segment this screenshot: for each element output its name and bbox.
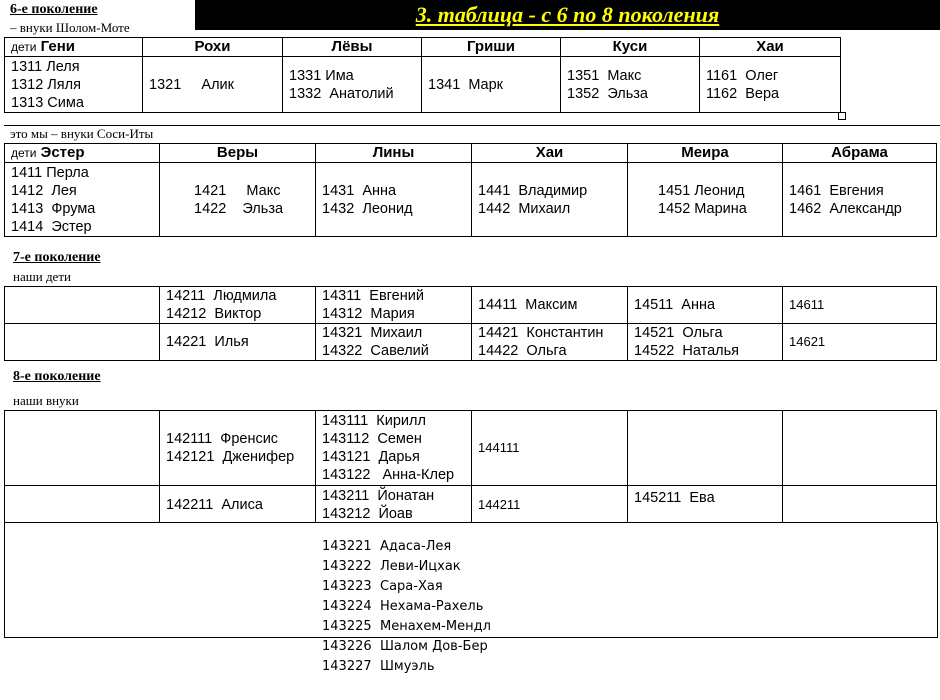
- table-header-row: [5, 144, 937, 163]
- table-cell: 144111: [472, 411, 628, 486]
- document-title-banner: [195, 0, 940, 30]
- table-cell: 1411 Перла 1412 Лея 1413 Фрума 1414 Эстер: [5, 163, 160, 237]
- gen6-table-sholom-mote: [4, 37, 841, 113]
- table-row: [5, 287, 937, 324]
- table-row: [5, 163, 937, 237]
- gen7-title: 7-е поколение: [13, 250, 101, 265]
- table-cell: [5, 287, 160, 324]
- table-cell: [783, 411, 937, 486]
- gen7-table: [4, 286, 937, 361]
- table-header-row: [5, 38, 841, 57]
- header-cell: Гриши: [422, 38, 561, 57]
- table-cell: 1341 Марк: [422, 57, 561, 113]
- header-cell: Рохи: [143, 38, 283, 57]
- table-cell: 1451 Леонид 1452 Марина: [628, 163, 783, 237]
- header-cell: Куси: [561, 38, 700, 57]
- table-cell: 144211: [472, 486, 628, 524]
- table-cell: 143111 Кирилл 143112 Семен 143121 Дарья 143122 Анна-Клер: [316, 411, 472, 486]
- table-row: [5, 486, 937, 524]
- table-cell: 14221 Илья: [160, 324, 316, 361]
- header-cell: Абрама: [783, 144, 937, 163]
- table-cell: 14321 Михаил 14322 Савелий: [316, 324, 472, 361]
- table-cell: 14621: [783, 324, 937, 361]
- table-cell: 142211 Алиса: [160, 486, 316, 524]
- gen6-table-sosi-ita: [4, 143, 937, 237]
- gen6-subtitle-2: это мы – внуки Соси-Иты: [10, 126, 154, 141]
- gen8-subtitle: наши внуки: [13, 393, 79, 408]
- table-cell: 145211 Ева: [628, 486, 783, 524]
- table-cell: 1431 Анна 1432 Леонид: [316, 163, 472, 237]
- header-cell: Хаи: [472, 144, 628, 163]
- gen8-table: [4, 410, 937, 524]
- header-cell: Меира: [628, 144, 783, 163]
- table-cell: [5, 411, 160, 486]
- table-row: [5, 324, 937, 361]
- table-cell: 14511 Анна: [628, 287, 783, 324]
- header-cell: Лины: [316, 144, 472, 163]
- table-row: [5, 57, 841, 113]
- document-title: 3. таблица - с 6 по 8 поколения: [415, 2, 720, 27]
- table-cell: 1461 Евгения 1462 Александр: [783, 163, 937, 237]
- table-cell: 14611: [783, 287, 937, 324]
- header-cell: дети Гени: [5, 38, 143, 57]
- header-cell: Лёвы: [283, 38, 422, 57]
- table-cell: 143211 Йонатан 143212 Йоав: [316, 486, 472, 524]
- header-cell: Веры: [160, 144, 316, 163]
- list-item: 143226 Шалом Дов-Бер: [322, 639, 488, 654]
- list-item: 143222 Леви-Ицхак: [322, 559, 461, 574]
- gen6-title: 6-е поколение: [10, 2, 98, 17]
- table-cell: 14421 Константин 14422 Ольга: [472, 324, 628, 361]
- gen7-subtitle: наши дети: [13, 269, 71, 284]
- list-item: 143224 Нехама-Рахель: [322, 599, 484, 614]
- table-cell: 1351 Макс 1352 Эльза: [561, 57, 700, 113]
- table-cell: 1441 Владимир 1442 Михаил: [472, 163, 628, 237]
- table-cell: 1321 Алик: [143, 57, 283, 113]
- table-cell: 1161 Олег 1162 Вера: [700, 57, 841, 113]
- list-item: 143221 Адаса-Лея: [322, 539, 452, 554]
- list-item: 143223 Сара-Хая: [322, 579, 443, 594]
- table-cell: 142111 Френсис 142121 Дженифер: [160, 411, 316, 486]
- gen8-title: 8-е поколение: [13, 369, 101, 384]
- header-cell: дети Эстер: [5, 144, 160, 163]
- table-cell: 14311 Евгений 14312 Мария: [316, 287, 472, 324]
- table-cell: 1331 Има 1332 Анатолий: [283, 57, 422, 113]
- resize-handle[interactable]: [838, 112, 846, 120]
- table-cell: 14521 Ольга 14522 Наталья: [628, 324, 783, 361]
- table-cell: [628, 411, 783, 486]
- table-cell: 1311 Леля 1312 Ляля 1313 Сима: [5, 57, 143, 113]
- list-item: 143225 Менахем-Мендл: [322, 619, 491, 634]
- list-item: 143227 Шмуэль: [322, 659, 435, 674]
- table-cell: 1421 Макс 1422 Эльза: [160, 163, 316, 237]
- table-cell: [783, 486, 937, 524]
- table-cell: [5, 324, 160, 361]
- table-row: [5, 411, 937, 486]
- grandchildren-list: [322, 537, 491, 677]
- table-cell: 14211 Людмила 14212 Виктор: [160, 287, 316, 324]
- header-cell: Хаи: [700, 38, 841, 57]
- gen6-subtitle: – внуки Шолом-Моте: [10, 20, 130, 35]
- table-cell: [5, 486, 160, 524]
- table-cell: 14411 Максим: [472, 287, 628, 324]
